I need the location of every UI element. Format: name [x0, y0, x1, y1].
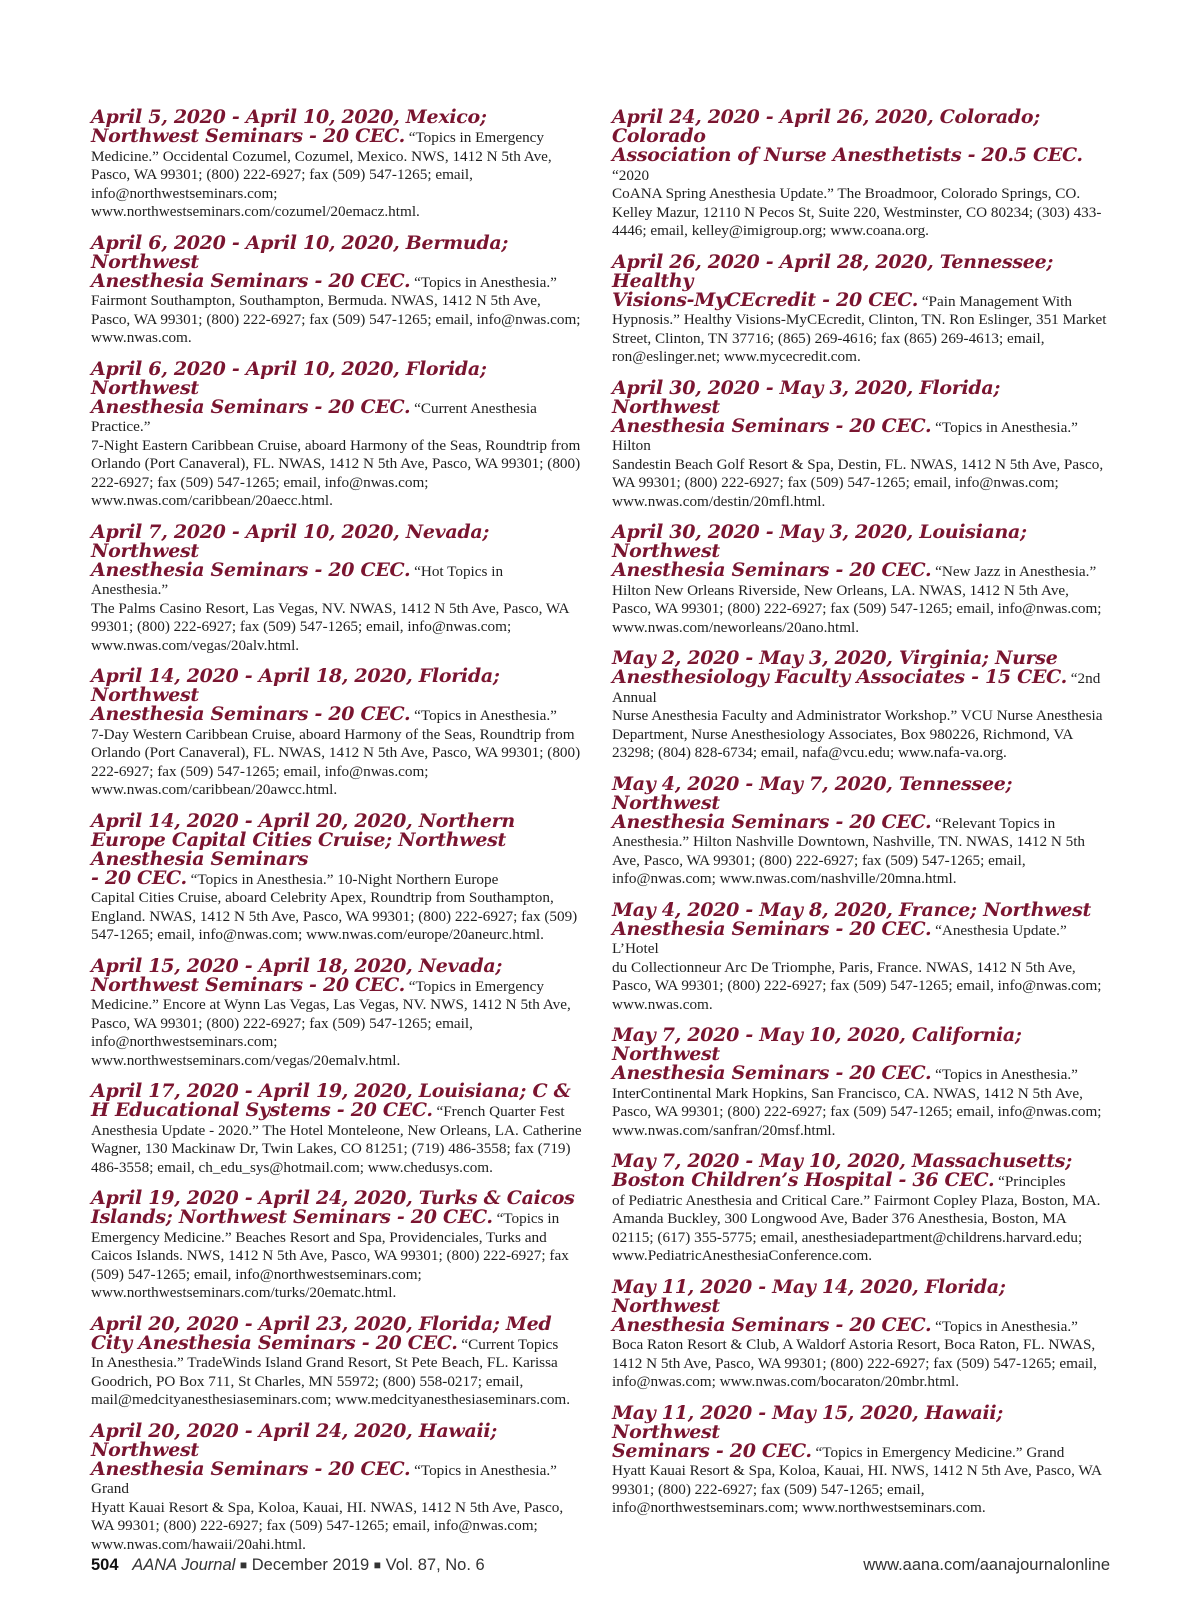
listing-entry: [612, 1275, 1110, 1392]
entry-body: [612, 810, 1110, 889]
entry-heading: April 30, 2020 - May 3, 2020, Florida; Northwest: [612, 376, 1001, 418]
listing-entry: [91, 954, 583, 1071]
listing-entry: [612, 772, 1110, 889]
listing-entry: [612, 1026, 1110, 1140]
entry-topic: “Current Topics: [457, 1335, 559, 1353]
entry-details: Emergency Medicine.” Beaches Resort and Spa, Providenciales, Turks and Caicos Islands. NWS, 1412 N 5th Ave, Pasco, WA 99301; (800) 222-6927; fax (509) 547-1265; email, info@northwestseminars.com; www.northwestseminars.com/turks/20ematc.html.: [91, 1228, 569, 1301]
entry-heading: April 6, 2020 - April 10, 2020, Bermuda; Northwest: [91, 231, 509, 273]
entry-details: Hypnosis.” Healthy Visions-MyCEcredit, Clinton, TN. Ron Eslinger, 351 Market Street, Clinton, TN 37716; (865) 269-4616; fax (865) 269-4613; email, ron@eslinger.net; www.mycecredit.com.: [612, 311, 1107, 365]
listing-entry: [91, 357, 583, 511]
listing-entry: [612, 1152, 1110, 1266]
page-footer: [91, 1556, 1110, 1580]
entry-body: [91, 1101, 583, 1177]
listing-entry: [612, 523, 1110, 637]
entry-subheading: Association of Nurse Anesthetists - 20.5 CEC.: [612, 144, 1083, 166]
entry-body: [91, 1457, 583, 1555]
entry-details: Sandestin Beach Golf Resort & Spa, Destin, FL. NWAS, 1412 N 5th Ave, Pasco, WA 99301; (800) 222-6927; fax (509) 547-1265; email, info@nwas.com; www.nwas.com/destin/20mfl.html.: [612, 455, 1104, 510]
listing-entry: [91, 520, 583, 656]
entry-subheading: City Anesthesia Seminars - 20 CEC.: [91, 1331, 458, 1354]
entry-topic: “Topics in Anesthesia.” Hilton: [612, 418, 1078, 454]
listing-entry: [612, 649, 1110, 763]
entry-details: Hyatt Kauai Resort & Spa, Koloa, Kauai, HI. NWAS, 1412 N 5th Ave, Pasco, WA 99301; (800) 222-6927; fax (509) 547-1265; email, info@nwas.com; www.nwas.com/hawaii/20ahi.html.: [91, 1498, 564, 1553]
entry-body: [612, 1439, 1110, 1518]
entry-topic: “Principles: [994, 1173, 1066, 1190]
entry-body: [612, 917, 1110, 1015]
entry-topic: “Relevant Topics in: [931, 814, 1056, 832]
entry-body: [612, 288, 1110, 367]
entry-body: [91, 866, 583, 945]
entry-topic: “Topics in Anesthesia.”: [931, 1317, 1078, 1335]
listing-entry: [91, 1312, 583, 1410]
listing-entry: [91, 1189, 583, 1303]
entry-heading: April 30, 2020 - May 3, 2020, Louisiana; Northwest: [612, 521, 1027, 562]
listing-entry: [91, 809, 583, 945]
left-column: [91, 108, 583, 1566]
entry-heading: May 7, 2020 - May 10, 2020, California; Northwest: [612, 1024, 1022, 1065]
entry-topic: “Topics in Anesthesia.”: [410, 707, 557, 724]
entry-details: Fairmont Southampton, Southampton, Bermuda. NWAS, 1412 N 5th Ave, Pasco, WA 99301; (800) 222-6927; fax (509) 547-1265; email, info@nwas.com; www.nwas.com.: [91, 292, 581, 346]
entry-topic: “Pain Management With: [918, 292, 1072, 310]
entry-details: Hilton New Orleans Riverside, New Orleans, LA. NWAS, 1412 N 5th Ave, Pasco, WA 99301; (800) 222-6927; fax (509) 547-1265; email, info@nwas.com; www.nwas.com/neworleans/20ano.html.: [612, 581, 1102, 636]
listing-entry: [91, 1082, 583, 1177]
entry-heading: April 7, 2020 - April 10, 2020, Nevada; Northwest: [91, 520, 490, 562]
listing-entry: [91, 108, 583, 222]
entry-heading: May 11, 2020 - May 15, 2020, Hawaii; Northwest: [612, 1401, 1004, 1443]
entry-subheading: Boston Children’s Hospital - 36 CEC.: [612, 1169, 995, 1191]
entry-heading: April 14, 2020 - April 18, 2020, Florida; Northwest: [91, 665, 500, 706]
entry-body: [91, 395, 583, 511]
entry-body: [612, 561, 1110, 637]
entry-heading: April 20, 2020 - April 24, 2020, Hawaii; Northwest: [91, 1419, 498, 1461]
entry-subheading: Anesthesia Seminars - 20 CEC.: [91, 558, 411, 581]
entry-heading: May 2, 2020 - May 3, 2020, Virginia; Nurse: [612, 647, 1058, 669]
entry-heading: April 15, 2020 - April 18, 2020, Nevada;: [91, 954, 503, 977]
entry-details: of Pediatric Anesthesia and Critical Care.” Fairmont Copley Plaza, Boston, MA. Amanda Buckley, 300 Longwood Ave, Bader 376 Anesthesia, Boston, MA 02115; (617) 355-5775; email, anesthesiadepartment@childrens.harvard.edu; www.PediatricAnesthesiaConference.com.: [612, 1191, 1101, 1264]
entry-topic: “New Jazz in Anesthesia.”: [931, 563, 1097, 580]
listing-entry: [612, 898, 1110, 1015]
entry-details: Nurse Anesthesia Faculty and Administrator Workshop.” VCU Nurse Anesthesia Department, Nurse Anesthesiology Associates, Box 980226, Richmond, VA 23298; (804) 828-6734; email, nafa@vcu.edu; www.nafa-va.org.: [612, 707, 1103, 761]
entry-heading: April 26, 2020 - April 28, 2020, Tennessee; Healthy: [612, 250, 1054, 292]
entry-details: du Collectionneur Arc De Triomphe, Paris, France. NWAS, 1412 N 5th Ave, Pasco, WA 99301; (800) 222-6927; fax (509) 547-1265; email, info@nwas.com; www.nwas.com.: [612, 958, 1102, 1013]
listing-entry: [91, 1419, 583, 1555]
entry-topic: “2020: [612, 166, 650, 184]
entry-details: Capital Cities Cruise, aboard Celebrity Apex, Roundtrip from Southampton, England. NWAS, 1412 N 5th Ave, Pasco, WA 99301; (800) 222-6927; fax (509) 547-1265; email, info@nwas.com; www.nwas.com/europe/20aneurc.html.: [91, 889, 578, 943]
entry-details: Hyatt Kauai Resort & Spa, Koloa, Kauai, HI. NWS, 1412 N 5th Ave, Pasco, WA 99301; (800) 222-6927; fax (509) 547-1265; email, info@northwestseminars.com; www.northwestseminars.com.: [612, 1462, 1102, 1516]
entry-body: [612, 414, 1110, 512]
entry-heading: May 11, 2020 - May 14, 2020, Florida; Northwest: [612, 1275, 1006, 1317]
entry-body: [612, 668, 1110, 763]
entry-topic: “Topics in Emergency Medicine.” Grand: [811, 1443, 1065, 1461]
entry-body: [612, 146, 1110, 241]
listing-entry: [612, 1401, 1110, 1518]
entry-details: Boca Raton Resort & Club, A Waldorf Astoria Resort, Boca Raton, FL. NWAS, 1412 N 5th Ave, Pasco, WA 99301; (800) 222-6927; fax (509) 547-1265; email, info@nwas.com; www.nwas.com/bocaraton/20mbr.html.: [612, 1336, 1097, 1390]
entry-details: 7-Night Eastern Caribbean Cruise, aboard Harmony of the Seas, Roundtrip from Orlando (Port Canaveral), FL. NWAS, 1412 N 5th Ave, Pasco, WA 99301; (800) 222-6927; fax (509) 547-1265; email, info@nwas.com; www.nwas.com/caribbean/20aecc.html.: [91, 436, 581, 509]
entry-subheading: Anesthesia Seminars - 20 CEC.: [612, 414, 932, 437]
entry-subheading: Visions-MyCEcredit - 20 CEC.: [612, 288, 919, 311]
entry-body: [91, 1208, 583, 1303]
entry-topic: “2nd Annual: [612, 670, 1101, 706]
journal-title: AANA Journal: [132, 1556, 236, 1574]
entry-body: [612, 1064, 1110, 1140]
entry-details: 7-Day Western Caribbean Cruise, aboard Harmony of the Seas, Roundtrip from Orlando (Port Canaveral), FL. NWAS, 1412 N 5th Ave, Pasco, WA 99301; (800) 222-6927; fax (509) 547-1265; email, info@nwas.com; www.nwas.com/caribbean/20awcc.html.: [91, 725, 581, 798]
entry-subheading: Anesthesia Seminars - 20 CEC.: [91, 395, 411, 418]
right-column: [612, 108, 1110, 1530]
entry-body: [91, 127, 583, 222]
entry-body: [91, 1331, 583, 1410]
entry-body: [612, 1171, 1110, 1266]
listing-entry: [612, 108, 1110, 241]
entry-subheading: Anesthesia Seminars - 20 CEC.: [91, 269, 411, 292]
entry-details: Anesthesia.” Hilton Nashville Downtown, Nashville, TN. NWAS, 1412 N 5th Ave, Pasco, WA 99301; (800) 222-6927; fax (509) 547-1265; email, info@nwas.com; www.nwas.com/nashville/20mna.html.: [612, 833, 1086, 887]
entry-subheading: Anesthesia Seminars - 20 CEC.: [612, 1313, 932, 1336]
listing-entry: [91, 667, 583, 800]
entry-topic: “Topics in Anesthesia.” 10-Night Northern Europe: [186, 870, 499, 888]
entry-subheading: Anesthesiology Faculty Associates - 15 CEC.: [612, 666, 1067, 688]
entry-subheading: Anesthesia Seminars - 20 CEC.: [612, 1062, 932, 1084]
entry-body: [91, 705, 583, 800]
entry-heading: April 5, 2020 - April 10, 2020, Mexico;: [91, 106, 487, 128]
entry-details: In Anesthesia.” TradeWinds Island Grand Resort, St Pete Beach, FL. Karissa Goodrich, PO Box 711, St Charles, MN 55972; (800) 558-0217; email, mail@medcityanesthesiaseminars.com; www.medcityanesthesiaseminars.com.: [91, 1354, 571, 1408]
entry-subheading: Anesthesia Seminars - 20 CEC.: [91, 703, 411, 725]
separator-square: ■: [239, 1558, 248, 1572]
entry-heading: April 20, 2020 - April 23, 2020, Florida; Med: [91, 1312, 552, 1335]
entry-details: Medicine.” Encore at Wynn Las Vegas, Las Vegas, NV. NWS, 1412 N 5th Ave, Pasco, WA 99301; (800) 222-6927; fax (509) 547-1265; email, info@northwestseminars.com; www.northwestseminars.com/vegas/20emalv.html.: [91, 996, 571, 1069]
entry-topic: “Current Anesthesia Practice.”: [91, 399, 537, 435]
entry-topic: “Anesthesia Update.” L’Hotel: [612, 921, 1067, 957]
entry-heading: May 4, 2020 - May 8, 2020, France; Northwest: [612, 898, 1091, 921]
entry-topic: “French Quarter Fest: [432, 1103, 565, 1120]
journal-url[interactable]: www.aana.com/aanajournalonline: [863, 1556, 1110, 1574]
entry-subheading: Anesthesia Seminars - 20 CEC.: [91, 1457, 411, 1480]
entry-details: CoANA Spring Anesthesia Update.” The Broadmoor, Colorado Springs, CO. Kelley Mazur, 12110 N Pecos St, Suite 220, Westminster, CO 80234; (303) 433-4446; email, kelley@imigroup.org; www.coana.org.: [612, 185, 1102, 239]
entry-subheading: - 20 CEC.: [91, 866, 187, 889]
entry-heading: May 7, 2020 - May 10, 2020, Massachusetts;: [612, 1150, 1072, 1172]
entry-details: InterContinental Mark Hopkins, San Francisco, CA. NWAS, 1412 N 5th Ave, Pasco, WA 99301; (800) 222-6927; fax (509) 547-1265; email, info@nwas.com; www.nwas.com/sanfran/20msf.html.: [612, 1084, 1102, 1139]
entry-topic: “Topics in Anesthesia.”: [931, 1066, 1078, 1083]
entry-heading: April 17, 2020 - April 19, 2020, Louisiana; C &: [91, 1080, 571, 1102]
entry-subheading: Islands; Northwest Seminars - 20 CEC.: [91, 1206, 493, 1228]
entry-subheading: Northwest Seminars - 20 CEC.: [91, 973, 405, 996]
page-number: 504: [91, 1556, 119, 1574]
volume-issue: Vol. 87, No. 6: [385, 1556, 485, 1574]
entry-topic: “Topics in Anesthesia.” Grand: [91, 1461, 557, 1497]
entry-topic: “Topics in Emergency: [404, 129, 545, 146]
entry-topic: “Topics in Emergency: [404, 977, 545, 995]
entry-topic: “Topics in: [492, 1210, 560, 1227]
entry-heading: May 4, 2020 - May 7, 2020, Tennessee; Northwest: [612, 772, 1013, 814]
entry-subheading: Anesthesia Seminars - 20 CEC.: [612, 559, 932, 581]
listing-entry: [612, 250, 1110, 367]
entry-subheading: H Educational Systems - 20 CEC.: [91, 1099, 433, 1121]
entry-details: The Palms Casino Resort, Las Vegas, NV. NWAS, 1412 N 5th Ave, Pasco, WA 99301; (800) 222-6927; fax (509) 547-1265; email, info@nwas.com; www.nwas.com/vegas/20alv.html.: [91, 599, 569, 654]
entry-body: [612, 1313, 1110, 1392]
entry-heading: April 6, 2020 - April 10, 2020, Florida; Northwest: [91, 357, 487, 399]
entry-details: Medicine.” Occidental Cozumel, Cozumel, Mexico. NWS, 1412 N 5th Ave, Pasco, WA 99301; (800) 222-6927; fax (509) 547-1265; email, info@northwestseminars.com; www.northwestseminars.com/cozumel/20emacz.html.: [91, 147, 552, 220]
entry-subheading: Anesthesia Seminars - 20 CEC.: [612, 917, 932, 940]
issue-date: December 2019: [251, 1556, 370, 1574]
entry-subheading: Northwest Seminars - 20 CEC.: [91, 125, 405, 147]
separator-square: ■: [373, 1558, 382, 1572]
entry-heading: April 19, 2020 - April 24, 2020, Turks & Caicos: [91, 1187, 575, 1209]
entry-subheading: Seminars - 20 CEC.: [612, 1439, 812, 1462]
entry-body: [91, 558, 583, 656]
entry-heading: April 24, 2020 - April 26, 2020, Colorado; Colorado: [612, 106, 1041, 147]
listing-entry: [91, 231, 583, 348]
entry-body: [91, 973, 583, 1071]
entry-details: Anesthesia Update - 2020.” The Hotel Monteleone, New Orleans, LA. Catherine Wagner, 130 Mackinaw Dr, Twin Lakes, CO 81251; (719) 486-3558; fax (719) 486-3558; email, ch_edu_sys@hotmail.com; www.chedusys.com.: [91, 1121, 582, 1176]
entry-body: [91, 269, 583, 348]
listing-entry: [612, 376, 1110, 512]
entry-subheading: Anesthesia Seminars - 20 CEC.: [612, 810, 932, 833]
entry-topic: “Hot Topics in Anesthesia.”: [91, 562, 504, 598]
entry-topic: “Topics in Anesthesia.”: [410, 273, 557, 291]
entry-heading: April 14, 2020 - April 20, 2020, Northern Europe Capital Cities Cruise; Northwest Anesthesia Seminars: [91, 809, 515, 870]
